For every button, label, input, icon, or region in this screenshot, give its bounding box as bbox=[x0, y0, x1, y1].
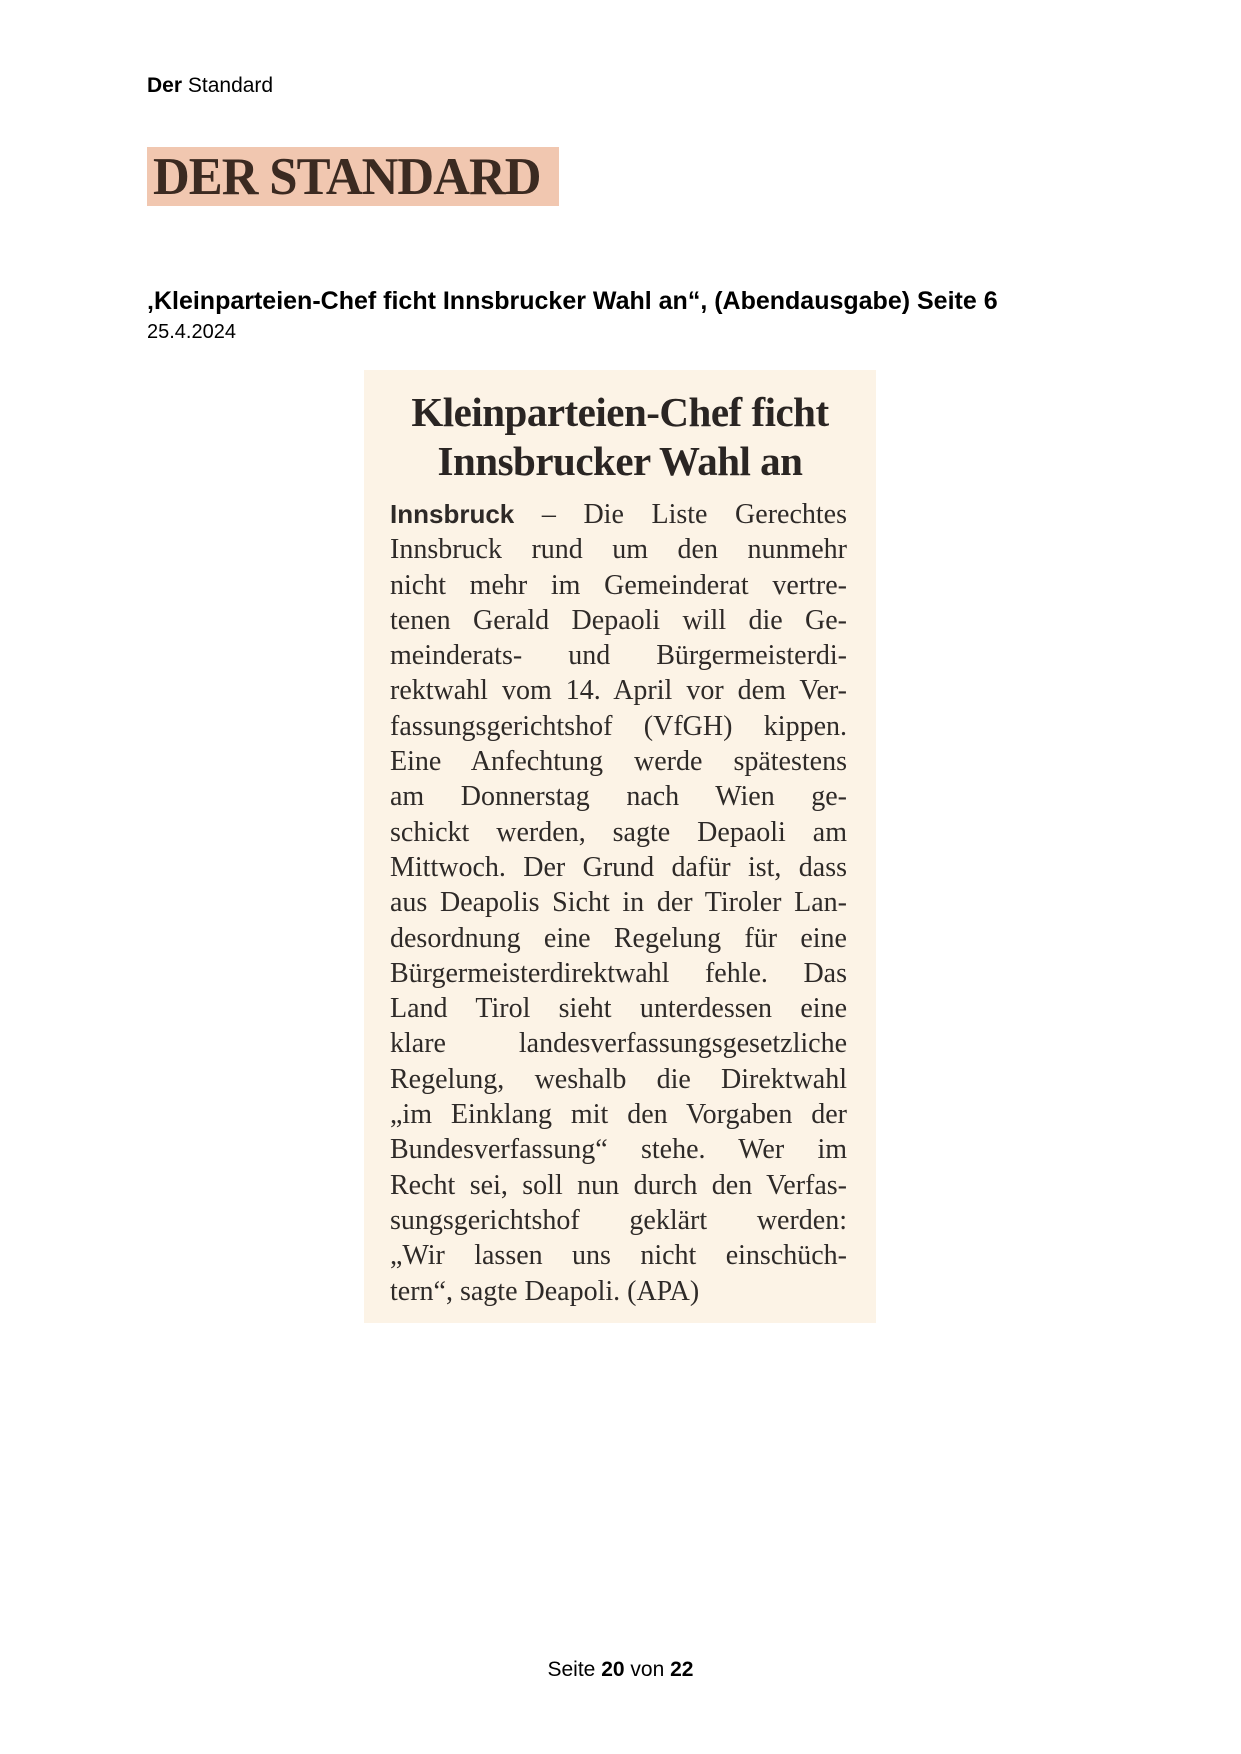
article-line: „im Einklang mit den Vorgaben der bbox=[390, 1099, 847, 1131]
source-label bbox=[147, 74, 273, 98]
newspaper-logo bbox=[147, 147, 559, 206]
page-number-total: 22 bbox=[670, 1658, 694, 1681]
page-number-current: 20 bbox=[601, 1658, 625, 1681]
article-line: tern“, sagte Deapoli. (APA) bbox=[390, 1275, 700, 1307]
article-line: nicht mehr im Gemeinderat vertre- bbox=[390, 569, 847, 601]
article-line: sungsgerichtshof geklärt werden: bbox=[390, 1204, 847, 1236]
page-number bbox=[0, 1658, 1241, 1682]
article-line: schickt werden, sagte Depaoli am bbox=[390, 816, 847, 848]
article-line: Regelung, weshalb die Direktwahl bbox=[390, 1063, 847, 1095]
article-line: am Donnerstag nach Wien ge- bbox=[390, 781, 847, 813]
newspaper-logo-text: DER STANDARD bbox=[153, 148, 541, 206]
article-headline bbox=[364, 388, 876, 486]
article-line: Bundesverfassung“ stehe. Wer im bbox=[390, 1134, 847, 1166]
article-line: rektwahl vom 14. April vor dem Ver- bbox=[390, 675, 847, 707]
page-number-prefix: Seite bbox=[547, 1658, 596, 1681]
article-headline-line-2: Innsbrucker Wahl an bbox=[437, 438, 803, 484]
source-label-rest: Standard bbox=[187, 74, 274, 97]
article-line: Innsbruck rund um den nunmehr bbox=[390, 534, 847, 566]
source-label-bold: Der bbox=[147, 74, 183, 97]
article-line: aus Deapolis Sicht in der Tiroler Lan- bbox=[390, 887, 847, 919]
page-number-middle: von bbox=[630, 1658, 665, 1681]
article-line: klare landesverfassungsgesetzliche bbox=[390, 1028, 847, 1060]
article-line-text: – Die Liste Gerechtes bbox=[514, 499, 847, 530]
article-line bbox=[390, 497, 847, 532]
article-line: desordnung eine Regelung für eine bbox=[390, 922, 847, 954]
article-clipping bbox=[364, 370, 876, 1323]
article-line: tenen Gerald Depaoli will die Ge- bbox=[390, 604, 847, 636]
document-title: ‚Kleinparteien-Chef ficht Innsbrucker Wahl an“, (Abendausgabe) Seite 6 bbox=[147, 287, 998, 315]
article-line: Land Tirol sieht unterdessen eine bbox=[390, 993, 847, 1025]
article-line: meinderats- und Bürgermeisterdi- bbox=[390, 640, 847, 672]
article-line: „Wir lassen uns nicht einschüch- bbox=[390, 1240, 847, 1272]
article-body bbox=[390, 497, 872, 1309]
article-line: Eine Anfechtung werde spätestens bbox=[390, 746, 847, 778]
document-date: 25.4.2024 bbox=[147, 321, 236, 343]
article-line: Recht sei, soll nun durch den Verfas- bbox=[390, 1169, 847, 1201]
article-dateline: Innsbruck bbox=[390, 499, 515, 529]
article-headline-line-1: Kleinparteien-Chef ficht bbox=[411, 389, 829, 435]
article-line: Mittwoch. Der Grund dafür ist, dass bbox=[390, 851, 847, 883]
article-line: fassungsgerichtshof (VfGH) kippen. bbox=[390, 710, 847, 742]
article-line: Bürgermeisterdirektwahl fehle. Das bbox=[390, 957, 847, 989]
